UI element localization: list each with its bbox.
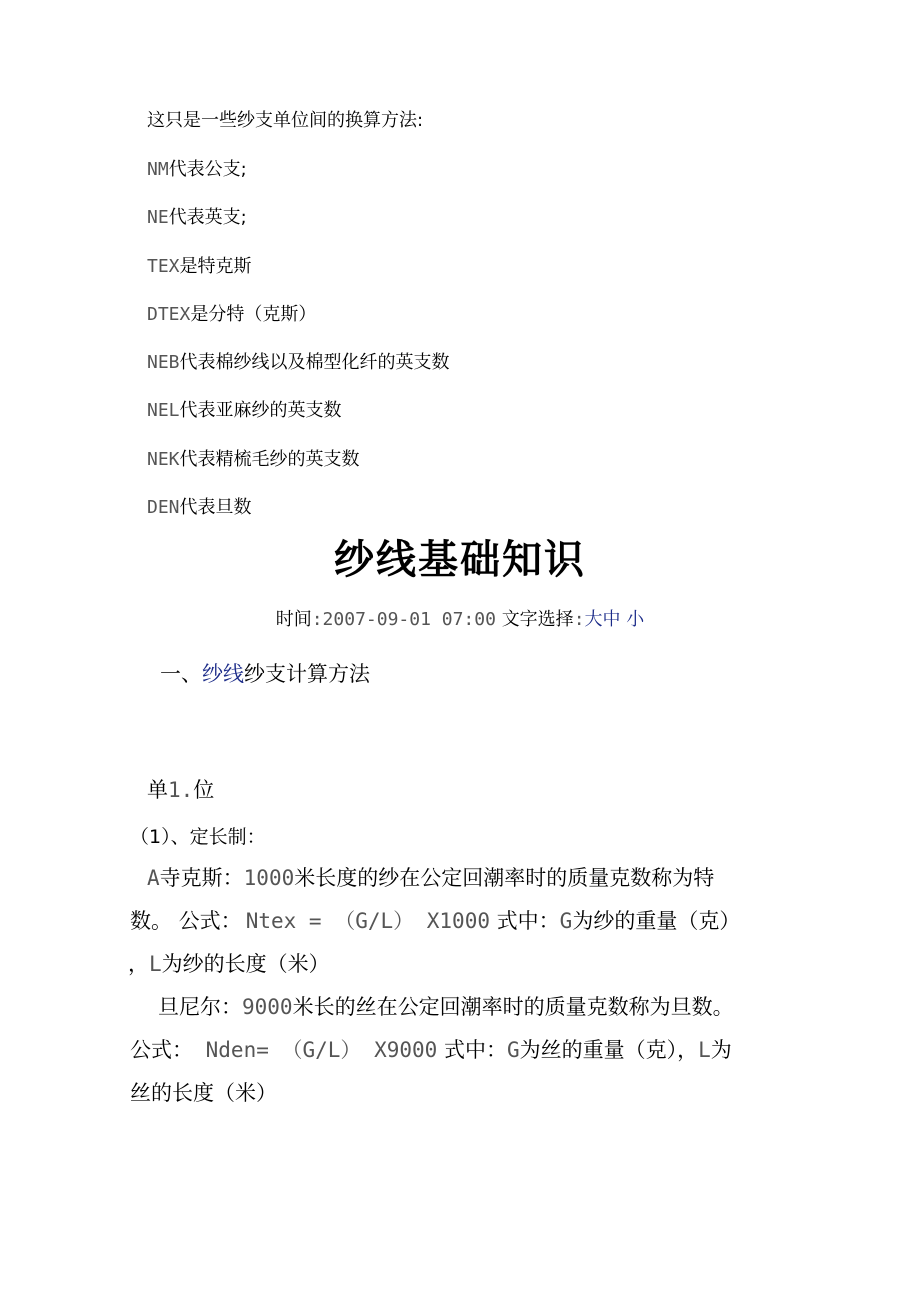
den-formula: Nden= （G/L） X9000 — [193, 1038, 438, 1062]
intro-text: 代表亚麻纱的英支数 — [179, 400, 342, 421]
tex-c: 米长度的纱在公定回潮率时的质量克数称为特 — [294, 866, 715, 890]
yarn-link[interactable]: 纱线 — [202, 662, 244, 686]
intro-prefix: NM — [147, 159, 169, 180]
tex-h: 为纱的长度（米） — [161, 952, 330, 976]
intro-line-9 — [147, 493, 252, 519]
intro-line-3 — [147, 203, 247, 229]
den-e: 为丝的重量（克）， — [519, 1038, 699, 1062]
font-size-big-link[interactable]: 大 — [584, 609, 603, 630]
intro-line-7 — [147, 396, 342, 422]
den-line-1 — [158, 991, 734, 1021]
intro-line-5 — [147, 300, 316, 326]
intro-text: 代表精梳毛纱的英支数 — [179, 449, 360, 470]
den-b: 米长的丝在公定回潮率时的质量克数称为旦数。 — [292, 995, 734, 1019]
font-size-colon: : — [573, 609, 585, 630]
intro-line-2 — [147, 155, 247, 181]
tex-d: 数。 公式： — [130, 909, 242, 933]
intro-prefix: NEK — [147, 449, 180, 470]
tex-e: 式中： — [489, 909, 560, 933]
den-f: 为 — [710, 1038, 732, 1062]
font-size-mid-link[interactable]: 中 — [602, 609, 621, 630]
intro-text: 代表公支; — [168, 159, 247, 180]
den-num: 9000 — [242, 995, 293, 1019]
den-a: 旦尼尔： — [158, 995, 242, 1019]
intro-line-6 — [147, 348, 450, 374]
unit-heading-b: 位 — [193, 778, 215, 802]
section-rest: 纱支计算方法 — [244, 662, 370, 686]
article-title: 纱线基础知识 — [334, 537, 586, 583]
unit-heading — [147, 774, 214, 804]
tex-f: 为纱的重量（克） — [572, 909, 741, 933]
intro-line-8 — [147, 445, 360, 471]
intro-prefix: DTEX — [147, 304, 191, 325]
den-l: L — [698, 1038, 711, 1062]
den-c: 公式： — [130, 1038, 193, 1062]
intro-text: 代表棉纱线以及棉型化纤的英支数 — [179, 352, 450, 373]
tex-a: A — [147, 866, 160, 890]
intro-prefix: TEX — [147, 256, 180, 277]
den-g: G — [506, 1038, 520, 1062]
tex-num: 1000 — [243, 866, 295, 890]
intro-prefix: DEN — [147, 497, 180, 518]
font-size-small-link[interactable]: 小 — [626, 609, 645, 630]
den-d: 式中： — [437, 1038, 507, 1062]
tex-line-2 — [130, 905, 740, 935]
unit-heading-a: 单 — [147, 778, 168, 802]
tex-line-3 — [128, 948, 330, 978]
intro-text: 这只是一些纱支单位间的换算方法: — [147, 110, 424, 131]
intro-prefix: NE — [147, 207, 169, 228]
font-size-label: 文字选择 — [501, 609, 574, 630]
intro-text: 是特克斯 — [179, 256, 252, 277]
tex-line-1 — [147, 862, 714, 892]
time-label: 时间 — [275, 609, 312, 630]
den-line-3: 丝的长度（米） — [130, 1081, 277, 1105]
intro-text: 代表英支; — [168, 207, 247, 228]
fixed-length-heading: （1）、定长制： — [130, 826, 266, 848]
intro-line-4 — [147, 252, 252, 278]
intro-prefix: NEB — [147, 352, 180, 373]
tex-b: 寺克斯： — [159, 866, 244, 890]
section-prefix: 一、 — [160, 662, 202, 686]
tex-g: G — [559, 909, 573, 933]
time-value: :2007-09-01 07:00 — [311, 609, 496, 630]
intro-prefix: NEL — [147, 400, 180, 421]
intro-line-1 — [147, 106, 423, 132]
den-line-2 — [130, 1034, 732, 1064]
unit-heading-num: 1. — [168, 778, 194, 802]
section-heading — [160, 658, 370, 688]
article-meta — [0, 605, 920, 631]
intro-text: 是分特（克斯） — [190, 304, 317, 325]
intro-text: 代表旦数 — [179, 497, 252, 518]
tex-l: L — [149, 952, 162, 976]
tex-formula: Ntex = （G/L） X1000 — [245, 909, 490, 933]
tex-comma: ， — [128, 952, 149, 976]
